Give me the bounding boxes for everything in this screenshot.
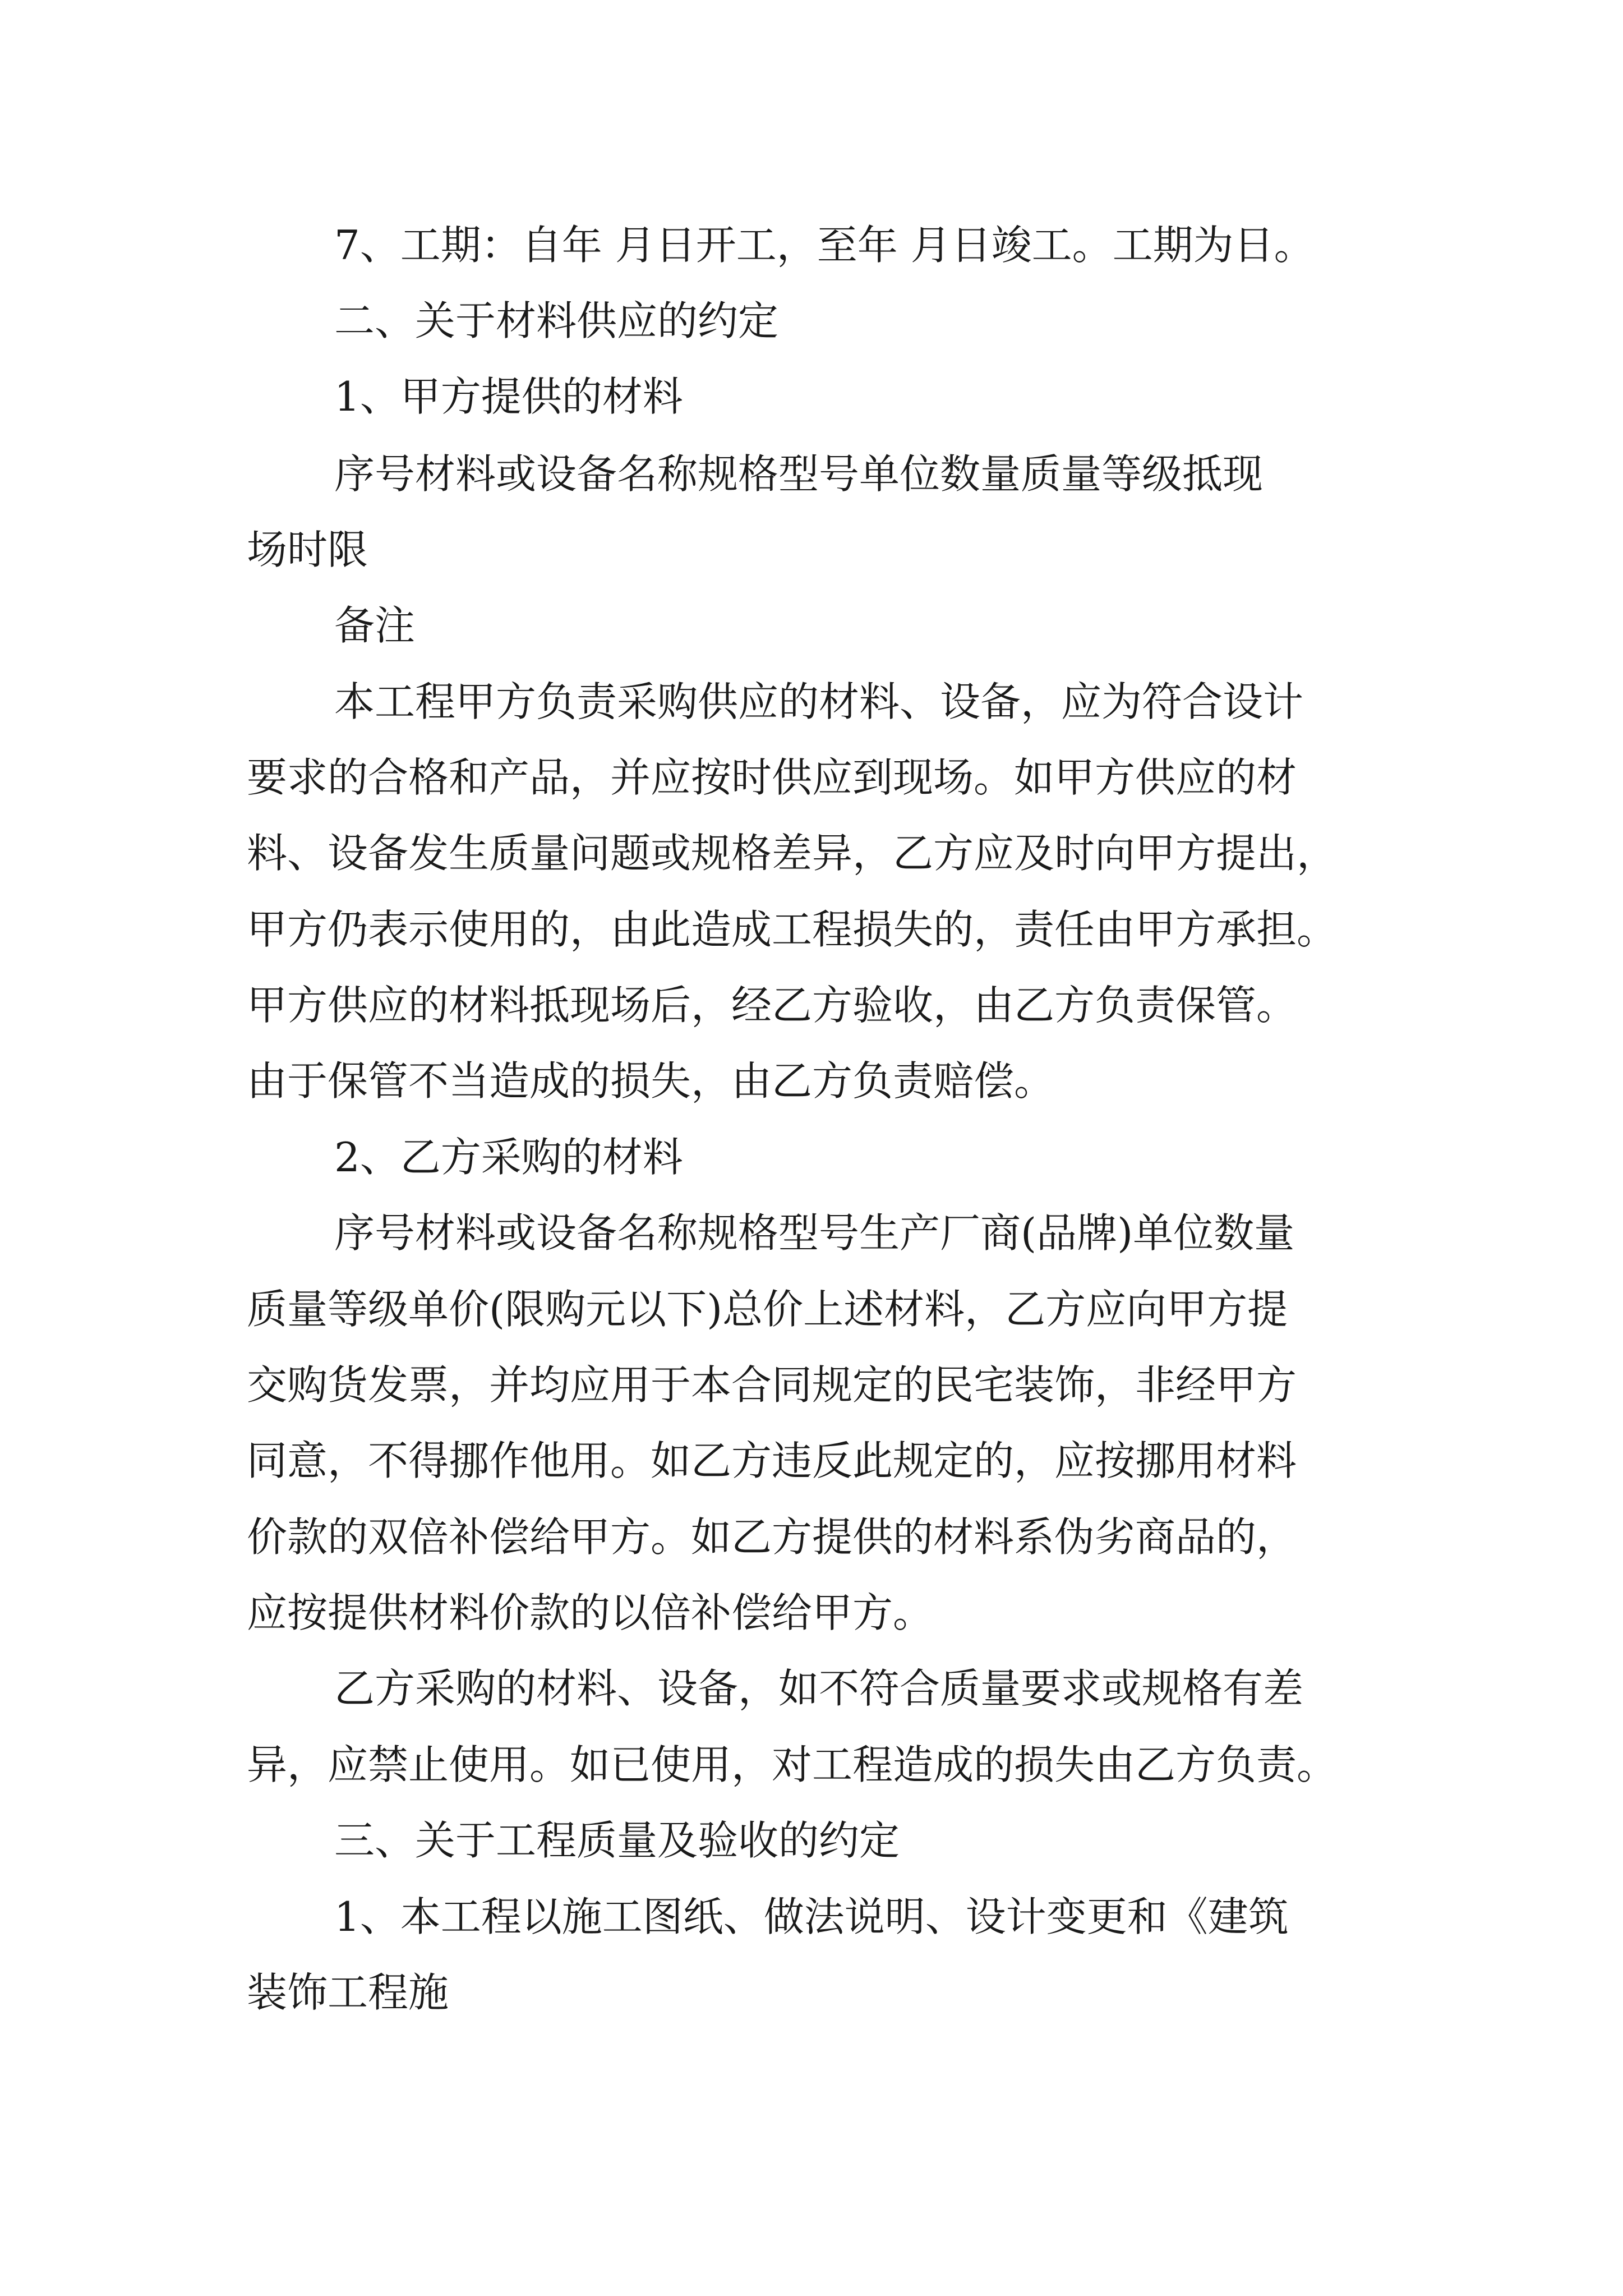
text-line: 价款的双倍补偿给甲方。如乙方提供的材料系伪劣商品的， xyxy=(247,1513,1297,1561)
text-line: 要求的合格和产品，并应按时供应到现场。如甲方供应的材 xyxy=(247,754,1297,801)
text-line-remarks: 备注 xyxy=(334,602,416,649)
text-line: 交购货发票，并均应用于本合同规定的民宅装饰，非经甲方 xyxy=(247,1361,1297,1409)
text-line: 甲方仍表示使用的，由此造成工程损失的，责任由甲方承担。 xyxy=(247,906,1338,953)
text-line: 序号材料或设备名称规格型号生产厂商(品牌)单位数量 xyxy=(334,1209,1295,1257)
text-line: 场时限 xyxy=(247,526,368,573)
text-line: 同意，不得挪作他用。如乙方违反此规定的，应按挪用材料 xyxy=(247,1437,1297,1484)
text-line: 异，应禁止使用。如已使用，对工程造成的损失由乙方负责。 xyxy=(247,1741,1338,1788)
section-heading-quality: 三、关于工程质量及验收的约定 xyxy=(334,1817,900,1864)
text-line: 本工程甲方负责采购供应的材料、设备，应为符合设计 xyxy=(334,678,1304,725)
subheading-party-b-materials: 2、乙方采购的材料 xyxy=(334,1134,683,1181)
subheading-party-a-materials: 1、甲方提供的材料 xyxy=(334,373,683,420)
text-line: 1、本工程以施工图纸、做法说明、设计变更和《建筑 xyxy=(334,1893,1289,1940)
text-line: 料、设备发生质量问题或规格差异，乙方应及时向甲方提出， xyxy=(247,830,1338,877)
text-line: 应按提供材料价款的以倍补偿给甲方。 xyxy=(247,1589,934,1636)
text-line: 质量等级单价(限购元以下)总价上述材料，乙方应向甲方提 xyxy=(247,1286,1288,1333)
text-line: 由于保管不当造成的损失，由乙方负责赔偿。 xyxy=(247,1057,1055,1105)
text-line: 乙方采购的材料、设备，如不符合质量要求或规格有差 xyxy=(334,1665,1304,1712)
text-line: 装饰工程施 xyxy=(247,1969,449,2016)
text-line: 甲方供应的材料抵现场后，经乙方验收，由乙方负责保管。 xyxy=(247,982,1297,1029)
text-line: 序号材料或设备名称规格型号单位数量质量等级抵现 xyxy=(334,450,1264,498)
text-line-duration: 7、工期：自年 月日开工，至年 月日竣工。工期为日。 xyxy=(334,222,1315,269)
section-heading-materials: 二、关于材料供应的约定 xyxy=(334,297,779,344)
